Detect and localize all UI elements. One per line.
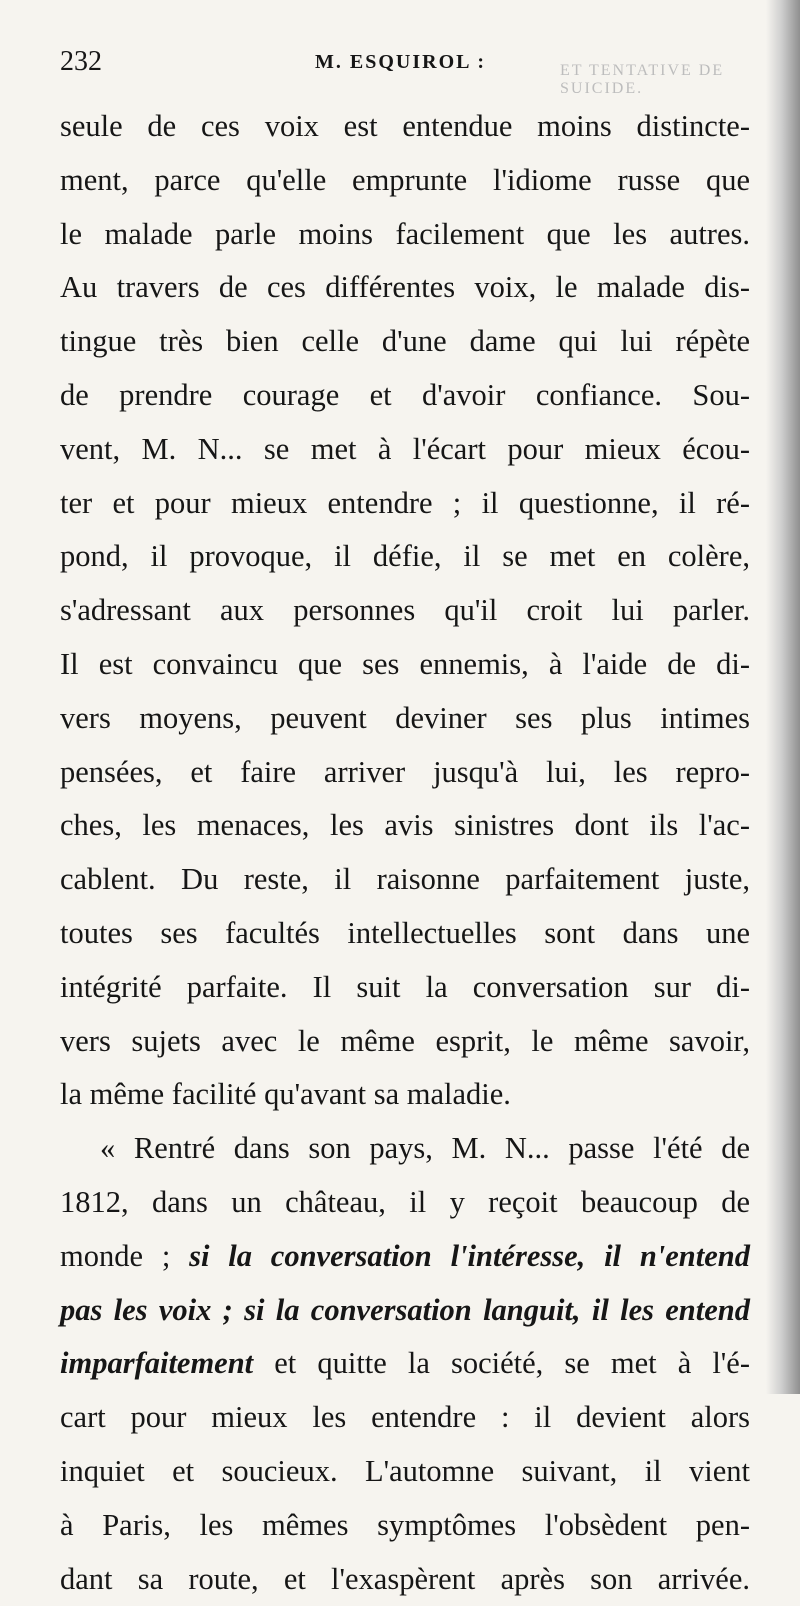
text-line: seule de ces voix est entendue moins distincte- [60,109,750,143]
running-head: M. ESQUIROL : [315,51,487,73]
text-line: toutes ses facultés intellectuelles sont dans une [60,915,750,950]
text-line: à Paris, les mêmes symptômes l'obsèdent pen- [60,1507,750,1542]
page-number: 232 [60,46,102,77]
line-fragment: et quitte la société, se met à l'é- [253,1346,750,1381]
text-line: vers sujets avec le même esprit, le même savoir, [60,1023,750,1058]
text-line: ches, les menaces, les avis sinistres dont ils l'ac- [60,808,750,843]
text-line: dant sa route, et l'exaspèrent après son arrivée. [60,1561,750,1596]
text-line: cablent. Du reste, il raisonne parfaitement juste, [60,862,750,897]
italic-fragment: si la conversation l'intéresse, il n'entend [189,1238,750,1273]
text-line: le malade parle moins facilement que les autres. [60,216,750,251]
text-line: ment, parce qu'elle emprunte l'idiome russe que [60,162,750,197]
text-line: s'adressant aux personnes qu'il croit lui parler. [60,593,750,628]
text-line-mixed [60,1230,750,1284]
italic-fragment: pas les voix ; si la conversation languit, il les entend [60,1292,750,1327]
text-line: cart pour mieux les entendre : il devient alors [60,1400,750,1435]
text-line: vent, M. N... se met à l'écart pour mieux écou- [60,431,750,466]
line-fragment: monde ; [60,1238,190,1273]
text-line: 1812, dans un château, il y reçoit beaucoup de [60,1184,750,1219]
body-text [60,100,750,1606]
text-line: inquiet et soucieux. L'automne suivant, il vient [60,1453,750,1488]
text-line: pond, il provoque, il défie, il se met en colère, [60,539,750,574]
text-line: Au travers de ces différentes voix, le malade dis- [60,270,750,305]
text-line: Il est convaincu que ses ennemis, à l'aide de di- [60,646,750,681]
paragraph-start-line: « Rentré dans son pays, M. N... passe l'été de [100,1131,750,1166]
text-line-italic [60,1284,750,1338]
paragraph-end-line: la même facilité qu'avant sa maladie. [60,1077,511,1112]
text-line: pensées, et faire arriver jusqu'à lui, les repro- [60,754,750,789]
text-line: vers moyens, peuvent deviner ses plus intimes [60,700,750,735]
text-line: de prendre courage et d'avoir confiance. Sou- [60,377,750,412]
text-line: ter et pour mieux entendre ; il questionne, il ré- [60,485,750,520]
show-through-text: ET TENTATIVE DE SUICIDE. [560,62,725,97]
text-line-mixed [60,1337,750,1391]
italic-fragment: imparfaitement [60,1346,254,1381]
page-edge-shadow [766,0,800,1394]
text-line: tingue très bien celle d'une dame qui lui répète [60,324,750,359]
text-line: intégrité parfaite. Il suit la conversation sur di- [60,969,750,1004]
